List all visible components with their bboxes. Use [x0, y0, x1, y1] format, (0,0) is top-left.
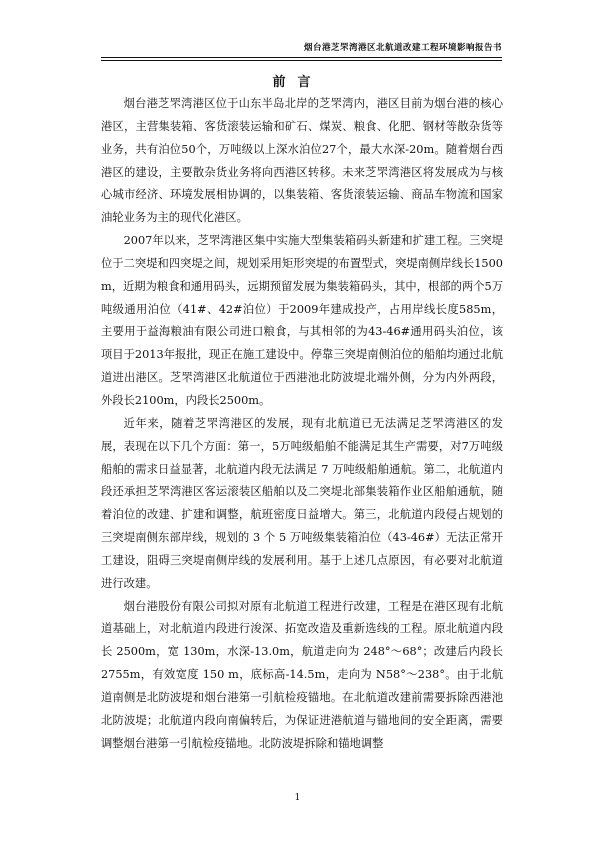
page-title: 前言	[272, 75, 323, 90]
body-text	[101, 93, 503, 755]
paragraph-2: 2007年以来，芝罘湾港区集中实施大型集装箱码头新建和扩建工程。三突堤位于二突堤和四突堤之间，规划采用矩形突堤的布置型式，突堤南侧岸线长1500m，近期为粮食和通用码头，远期预留发展为集装箱码头，其中，根部的两个5万吨级通用泊位（41#、42#泊位）于2009年建成投产，占用岸线长度585m，主要用于益海粮油有限公司进口粮食，与其相邻的为43-46#通用码头泊位，该项目于2013年报批，现正在施工建设中。停靠三突堤南侧泊位的船舶均通过北航道进出港区。芝罘湾港区北航道位于西港池北防波堤北端外侧，分为内外两段，外段长2100m，内段长2500m。	[101, 234, 503, 407]
running-header: 烟台港芝罘湾港区北航道改建工程环境影响报告书	[303, 43, 502, 53]
paragraph-3: 近年来，随着芝罘湾港区的发展，现有北航道已无法满足芝罘湾港区的发展，表现在以下几个方面：第一，5万吨级船舶不能满足其生产需要，对7万吨级船舶的需求日益显著，北航道内段无法满足 7 万吨级船舶通航。第二，北航道内段还承担芝罘湾港区客运滚装区船舶以及二突堤北部集装箱作业区船舶通航，随着泊位的改建、扩建和调整，航班密度日益增大。第三，北航道内段侵占规划的三突堤南侧东部岸线，规划的 3 个 5 万吨级集装箱泊位（43-46#）无法正常开工建设，阻碍三突堤南侧岸线的发展利用。基于上述几点原因，有必要对北航道进行改建。	[101, 416, 503, 590]
header-rule	[101, 57, 502, 61]
paragraph-1: 烟台港芝罘湾港区位于山东半岛北岸的芝罘湾内，港区目前为烟台港的核心港区，主营集装箱、客货滚装运输和矿石、煤炭、粮食、化肥、钢材等散杂货等业务，共有泊位50个，万吨级以上深水泊位27个，最大水深-20m。随着烟台西港区的建设，主要散杂货业务将向西港区转移。未来芝罘湾港区将发展成为与核心城市经济、环境发展相协调的，以集装箱、客货滚装运输、商品车物流和国家油轮业务为主的现代化港区。	[101, 97, 503, 225]
page-number: 1	[294, 793, 301, 803]
paragraph-4: 烟台港股份有限公司拟对原有北航道工程进行改建，工程是在港区现有北航道基础上，对北航道内段进行浚深、拓宽改造及重新选线的工程。原北航道内段长 2500m，宽 130m，水深-13.0m，航道走向为 248°～68°；改建后内段长 2755m，有效宽度 150 m，底标高-14.5m，走向为 N58°～238°。由于北航道南侧是北防波堤和烟台港第一引航检疫锚地。在北航道改建前需要拆除西港池北防波堤；北航道内段向南偏转后，为保证进港航道与锚地间的安全距离，需要调整烟台港第一引航检疫锚地。北防波堤拆除和锚地调整	[101, 599, 503, 750]
